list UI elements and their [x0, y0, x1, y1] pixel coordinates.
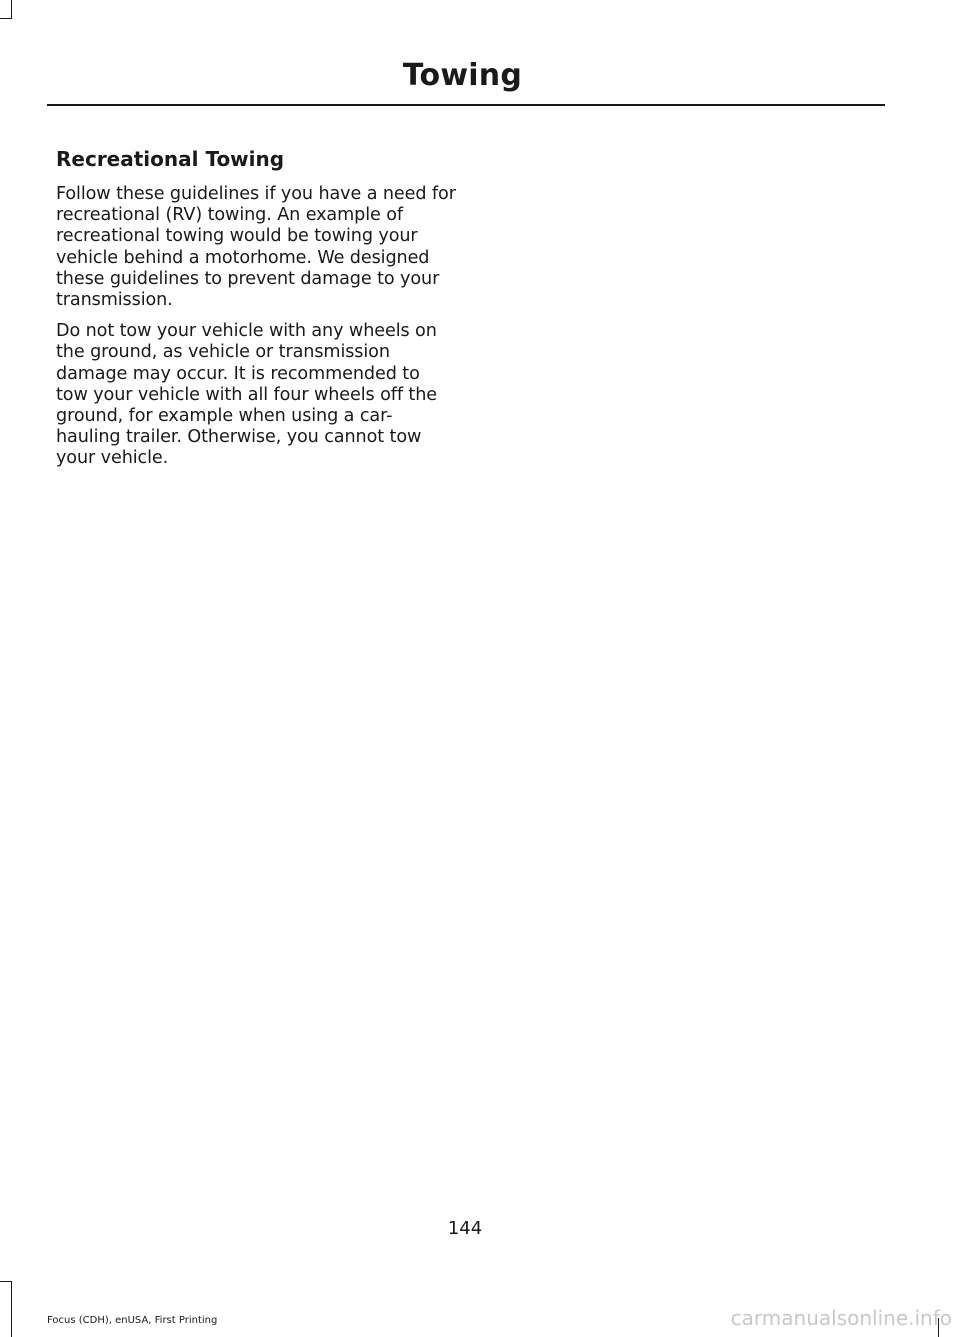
crop-mark-top-left-vertical [11, 0, 12, 18]
recreational-towing-section [56, 145, 456, 480]
paragraph-wheels-off-ground: Do not tow your vehicle with any wheels on the ground, as vehicle or transmission damage may occur. It is recommended to tow your vehicle with all four wheels off the ground, for example when using a car-hauling trailer. Otherwise, you cannot tow your vehicle. [56, 321, 438, 469]
page-number: 144 [447, 1218, 483, 1239]
crop-mark-bottom-left-horizontal [0, 1281, 12, 1282]
header-divider [47, 104, 885, 106]
paragraph-guidelines: Follow these guidelines if you have a need for recreational (RV) towing. An example of recreational towing would be towing your vehicle behind a motorhome. We designed these guidelines to prevent damage to your transmission. [56, 184, 456, 311]
crop-mark-top-left-horizontal [0, 18, 12, 19]
section-heading: Recreational Towing [56, 147, 285, 171]
crop-mark-bottom-left-vertical [11, 1281, 12, 1337]
watermark-text: carmanualsonline.info [730, 1306, 952, 1330]
edition-footer: Focus (CDH), enUSA, First Printing [47, 1315, 218, 1326]
page-title: Towing [402, 58, 522, 93]
